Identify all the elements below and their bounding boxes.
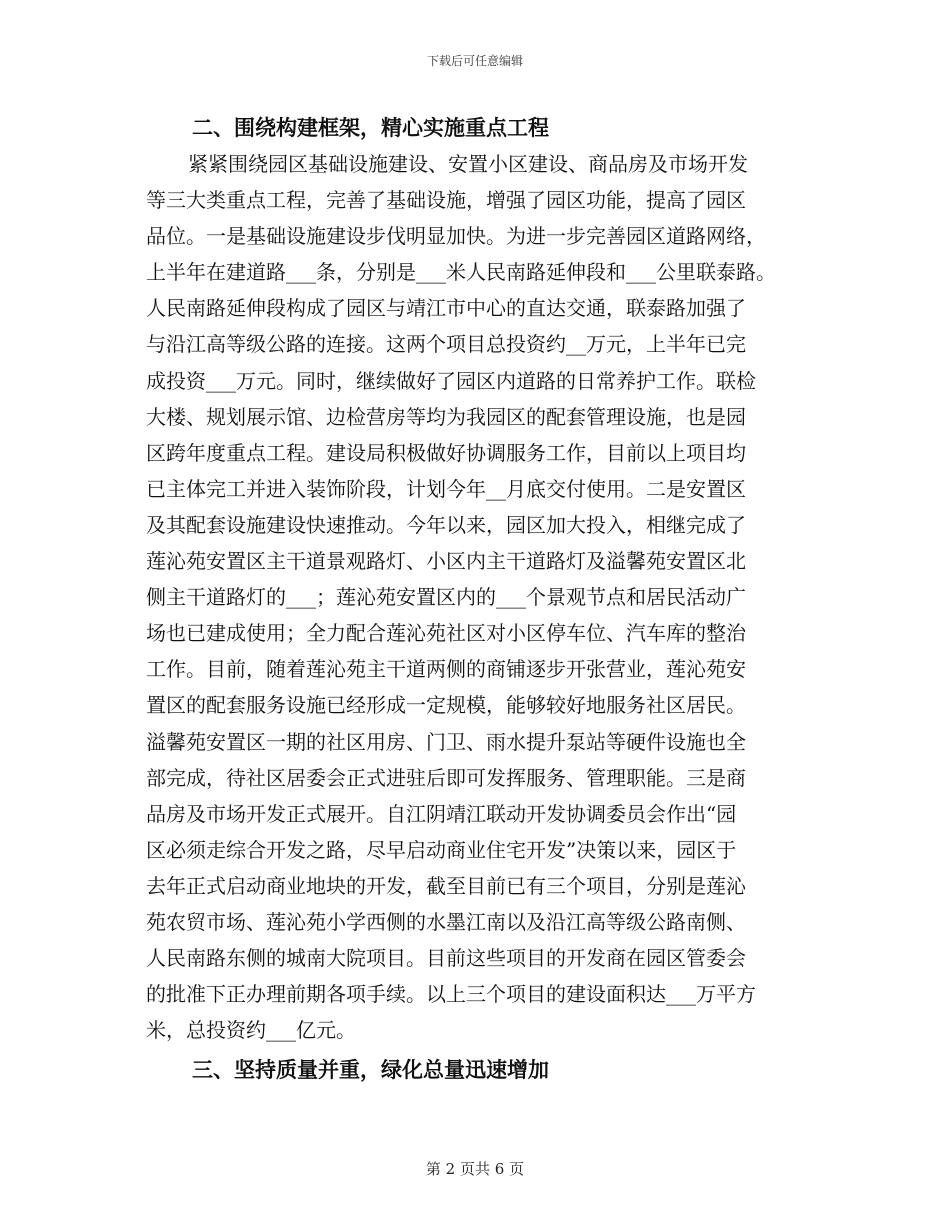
section-heading-2: 二、围绕构建框架，精心实施重点工程 — [192, 115, 549, 140]
paragraph-line: 部完成，待社区居委会正式进驻后即可发挥服务、管理职能。三是商 — [146, 765, 746, 790]
paragraph-line: 已主体完工并进入装饰阶段，计划今年__月底交付使用。二是安置区 — [146, 476, 746, 501]
paragraph-line: 紧紧围绕园区基础设施建设、安置小区建设、商品房及市场开发 — [188, 152, 748, 176]
paragraph-line: 区必须走综合开发之路，尽早启动商业住宅开发”决策以来，园区于 — [146, 837, 737, 862]
paragraph-line: 区跨年度重点工程。建设局积极做好协调服务工作，目前以上项目均 — [146, 440, 746, 465]
paragraph-line: 品房及市场开发正式展开。自江阴靖江联动开发协调委员会作出“园 — [146, 801, 737, 826]
paragraph-line: 苑农贸市场、莲沁苑小学西侧的水墨江南以及沿江高等级公路南侧、 — [146, 909, 746, 934]
paragraph-line: 品位。一是基础设施建设步伐明显加快。为进一步完善园区道路网络， — [146, 224, 766, 249]
paragraph-line: 与沿江高等级公路的连接。这两个项目总投资约__万元，上半年已完 — [146, 332, 746, 357]
paragraph-line: 成投资___万元。同时，继续做好了园区内道路的日常养护工作。联检 — [146, 368, 756, 393]
paragraph-line: 米，总投资约___亿元。 — [146, 1018, 356, 1043]
paragraph-line: 大楼、规划展示馆、边检营房等均为我园区的配套管理设施，也是园 — [146, 404, 746, 429]
paragraph-line: 上半年在建道路___条，分别是___米人民南路延伸段和___公里联泰路。 — [146, 260, 776, 285]
paragraph-line: 溢馨苑安置区一期的社区用房、门卫、雨水提升泵站等硬件设施也全 — [146, 729, 746, 754]
paragraph-line: 的批准下正办理前期各项手续。以上三个项目的建设面积达___万平方 — [146, 982, 756, 1007]
paragraph-line: 侧主干道路灯的___；莲沁苑安置区内的___个景观节点和居民活动广 — [146, 585, 746, 610]
paragraph-line: 人民南路延伸段构成了园区与靖江市中心的直达交通，联泰路加强了 — [146, 296, 746, 321]
paragraph-line: 工作。目前，随着莲沁苑主干道两侧的商铺逐步开张营业，莲沁苑安 — [146, 657, 746, 682]
page-footer: 第 2 页共 6 页 — [425, 1160, 525, 1178]
document-body — [146, 110, 808, 1088]
paragraph-line: 置区的配套服务设施已经形成一定规模，能够较好地服务社区居民。 — [146, 693, 746, 718]
page-header: 下载后可任意编辑 — [426, 54, 523, 68]
paragraph-line: 等三大类重点工程，完善了基础设施，增强了园区功能，提高了园区 — [146, 188, 746, 213]
section-paragraph-2 — [146, 146, 808, 1048]
paragraph-line: 去年正式启动商业地块的开发，截至目前已有三个项目，分别是莲沁 — [146, 873, 746, 898]
paragraph-line: 人民南路东侧的城南大院项目。目前这些项目的开发商在园区管委会 — [146, 946, 746, 971]
paragraph-line: 莲沁苑安置区主干道景观路灯、小区内主干道路灯及溢馨苑安置区北 — [146, 549, 746, 574]
section-heading-3: 三、坚持质量并重，绿化总量迅速增加 — [192, 1057, 549, 1083]
paragraph-line: 场也已建成使用；全力配合莲沁苑社区对小区停车位、汽车库的整治 — [146, 621, 746, 646]
paragraph-line: 及其配套设施建设快速推动。今年以来，园区加大投入，相继完成了 — [146, 512, 746, 537]
